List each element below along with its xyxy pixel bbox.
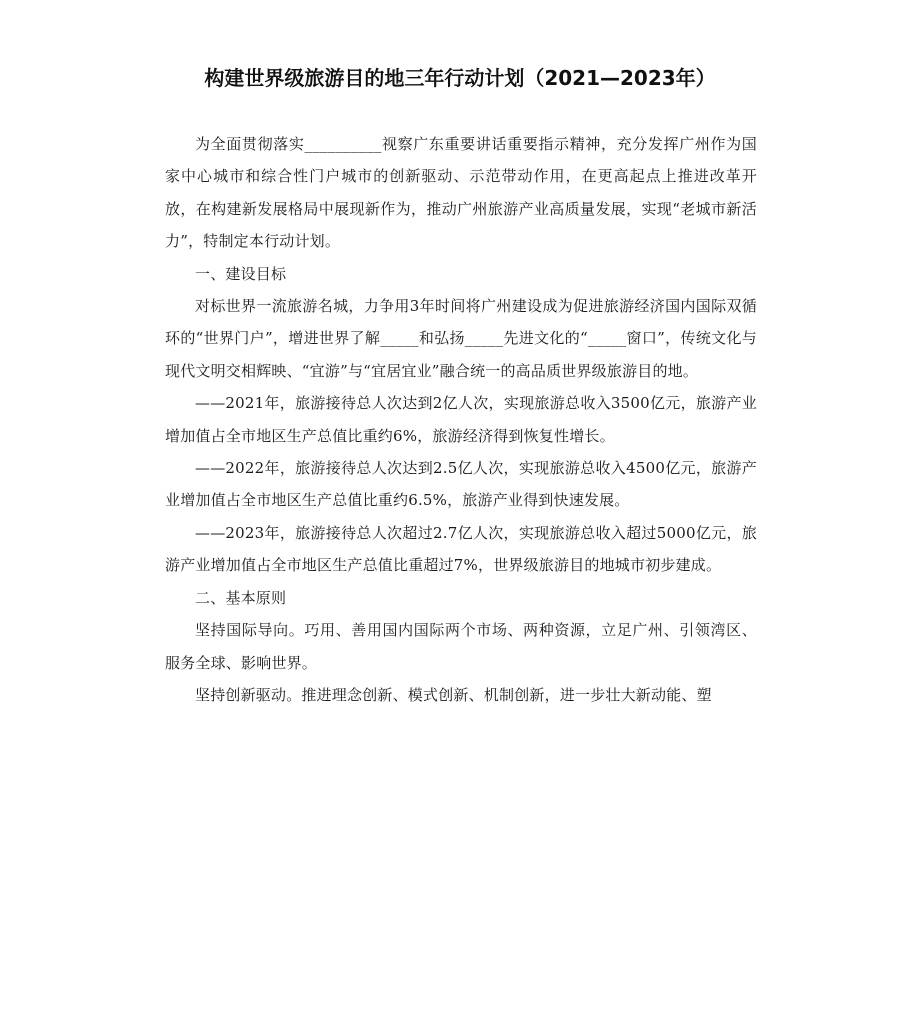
document-body xyxy=(165,128,757,711)
principle-innovation-paragraph: 坚持创新驱动。推进理念创新、模式创新、机制创新，进一步壮大新动能、塑 xyxy=(195,685,712,704)
goals-paragraph: 对标世界一流旅游名城，力争用3年时间将广州建设成为促进旅游经济国内国际双循环的“世界门户”，增进世界了解_____和弘扬_____先进文化的“_____窗口”，传统文化与现代文明交相辉映、“宜游”与“宜居宜业”融合统一的高品质世界级旅游目的地。 xyxy=(165,297,757,380)
intro-paragraph: 为全面贯彻落实__________视察广东重要讲话重要指示精神，充分发挥广州作为国家中心城市和综合性门户城市的创新驱动、示范带动作用，在更高起点上推进改革开放，在构建新发展格局中展现新作为，推动广州旅游产业高质量发展，实现“老城市新活力”，特制定本行动计划。 xyxy=(165,135,757,251)
section-heading-goals: 一、建设目标 xyxy=(195,264,287,283)
principle-international-paragraph: 坚持国际导向。巧用、善用国内国际两个市场、两种资源，立足广州、引领湾区、服务全球、影响世界。 xyxy=(165,621,757,672)
section-heading-principles: 二、基本原则 xyxy=(195,588,287,607)
document-title: 构建世界级旅游目的地三年行动计划（2021—2023年） xyxy=(204,66,716,90)
target-2022-paragraph: ——2022年，旅游接待总人次达到2.5亿人次，实现旅游总收入4500亿元，旅游产业增加值占全市地区生产总值比重约6.5%，旅游产业得到快速发展。 xyxy=(165,459,757,510)
target-2023-paragraph: ——2023年，旅游接待总人次超过2.7亿人次，实现旅游总收入超过5000亿元，旅游产业增加值占全市地区生产总值比重超过7%，世界级旅游目的地城市初步建成。 xyxy=(165,523,757,575)
target-2021-paragraph: ——2021年，旅游接待总人次达到2亿人次，实现旅游总收入3500亿元，旅游产业增加值占全市地区生产总值比重约6%，旅游经济得到恢复性增长。 xyxy=(165,394,757,445)
